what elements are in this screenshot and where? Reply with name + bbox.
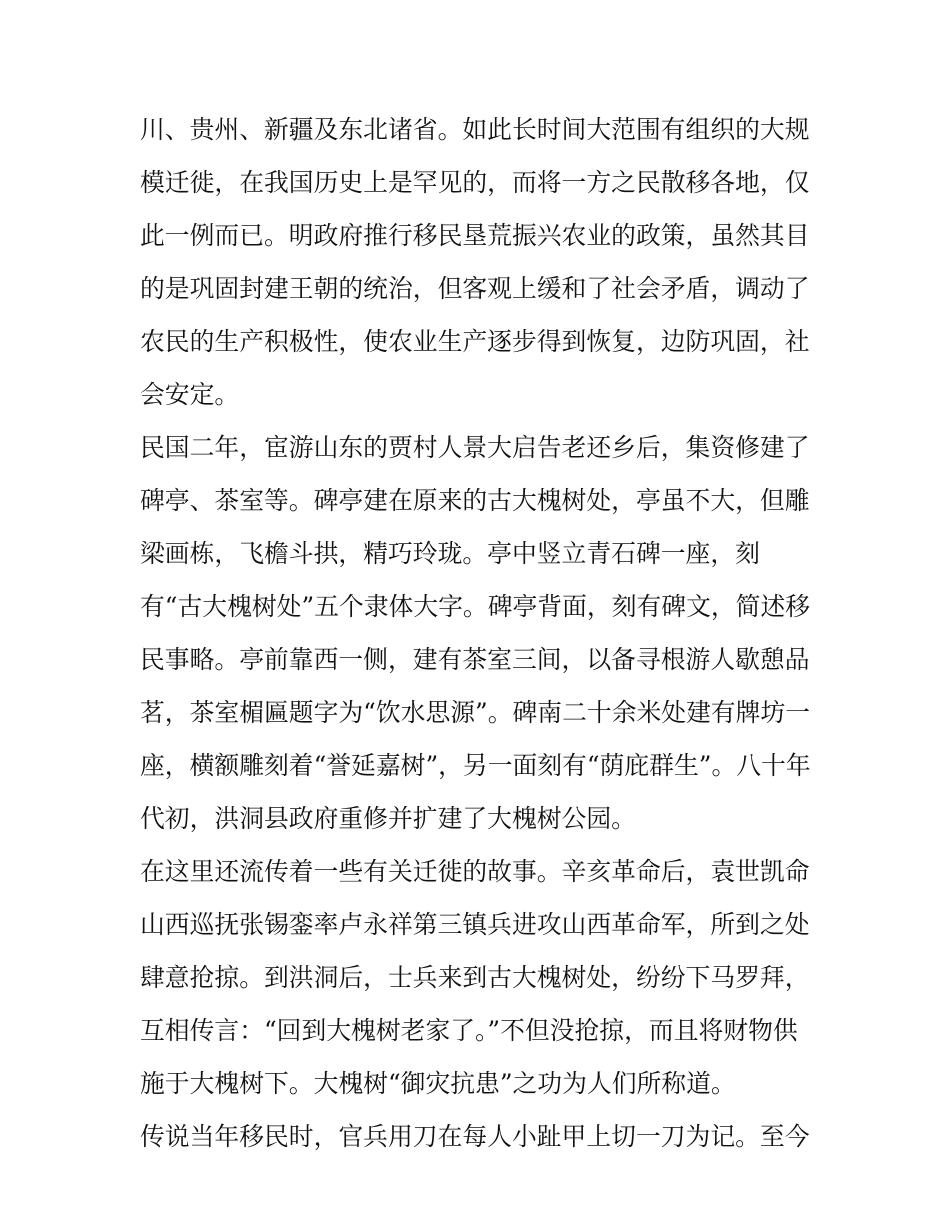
text-line: 农民的生产积极性，使农业生产逐步得到恢复，边防巩固，社: [140, 327, 810, 356]
text-line: 互相传言：“回到大槐树老家了。”不但没抢掠，而且将财物供: [140, 1016, 798, 1045]
text-line: 有“古大槐树处”五个隶体大字。碑亭背面，刻有碑文，简述移: [140, 592, 811, 621]
text-line: 传说当年移民时，官兵用刀在每人小趾甲上切一刀为记。至今: [140, 1122, 810, 1151]
text-line: 模迁徙，在我国历史上是罕见的，而将一方之民散移各地，仅: [140, 168, 810, 197]
text-line: 肆意抢掠。到洪洞后，士兵来到古大槐树处，纷纷下马罗拜，: [140, 963, 810, 992]
text-line: 山西巡抚张锡銮率卢永祥第三镇兵进攻山西革命军，所到之处: [140, 910, 810, 939]
text-line: 民事略。亭前靠西一侧，建有茶室三间，以备寻根游人歇憩品: [140, 645, 810, 674]
text-line: 梁画栋，飞檐斗拱，精巧玲珑。亭中竖立青石碑一座，刻: [140, 539, 760, 568]
text-line: 茗，茶室楣匾题字为“饮水思源”。碑南二十余米处建有牌坊一: [140, 698, 811, 727]
text-line: 的是巩固封建王朝的统治，但客观上缓和了社会矛盾，调动了: [140, 274, 810, 303]
text-line: 此一例而已。明政府推行移民垦荒振兴农业的政策，虽然其目: [140, 221, 810, 250]
text-line: 施于大槐树下。大槐树“御灾抗患”之功为人们所称道。: [140, 1069, 736, 1098]
text-line: 民国二年，宦游山东的贾村人景大启告老还乡后，集资修建了: [140, 433, 810, 462]
text-line: 会安定。: [140, 380, 240, 409]
text-line: 在这里还流传着一些有关迁徙的故事。辛亥革命后，袁世凯命: [140, 857, 810, 886]
text-line: 川、贵州、新疆及东北诸省。如此长时间大范围有组织的大规: [140, 115, 810, 144]
text-line: 代初，洪洞县政府重修并扩建了大槐树公园。: [140, 804, 636, 833]
text-line: 碑亭、茶室等。碑亭建在原来的古大槐树处，亭虽不大，但雕: [140, 486, 810, 515]
text-line: 座，横额雕刻着“誉延嘉树”，另一面刻有“荫庇群生”。八十年: [140, 751, 811, 780]
